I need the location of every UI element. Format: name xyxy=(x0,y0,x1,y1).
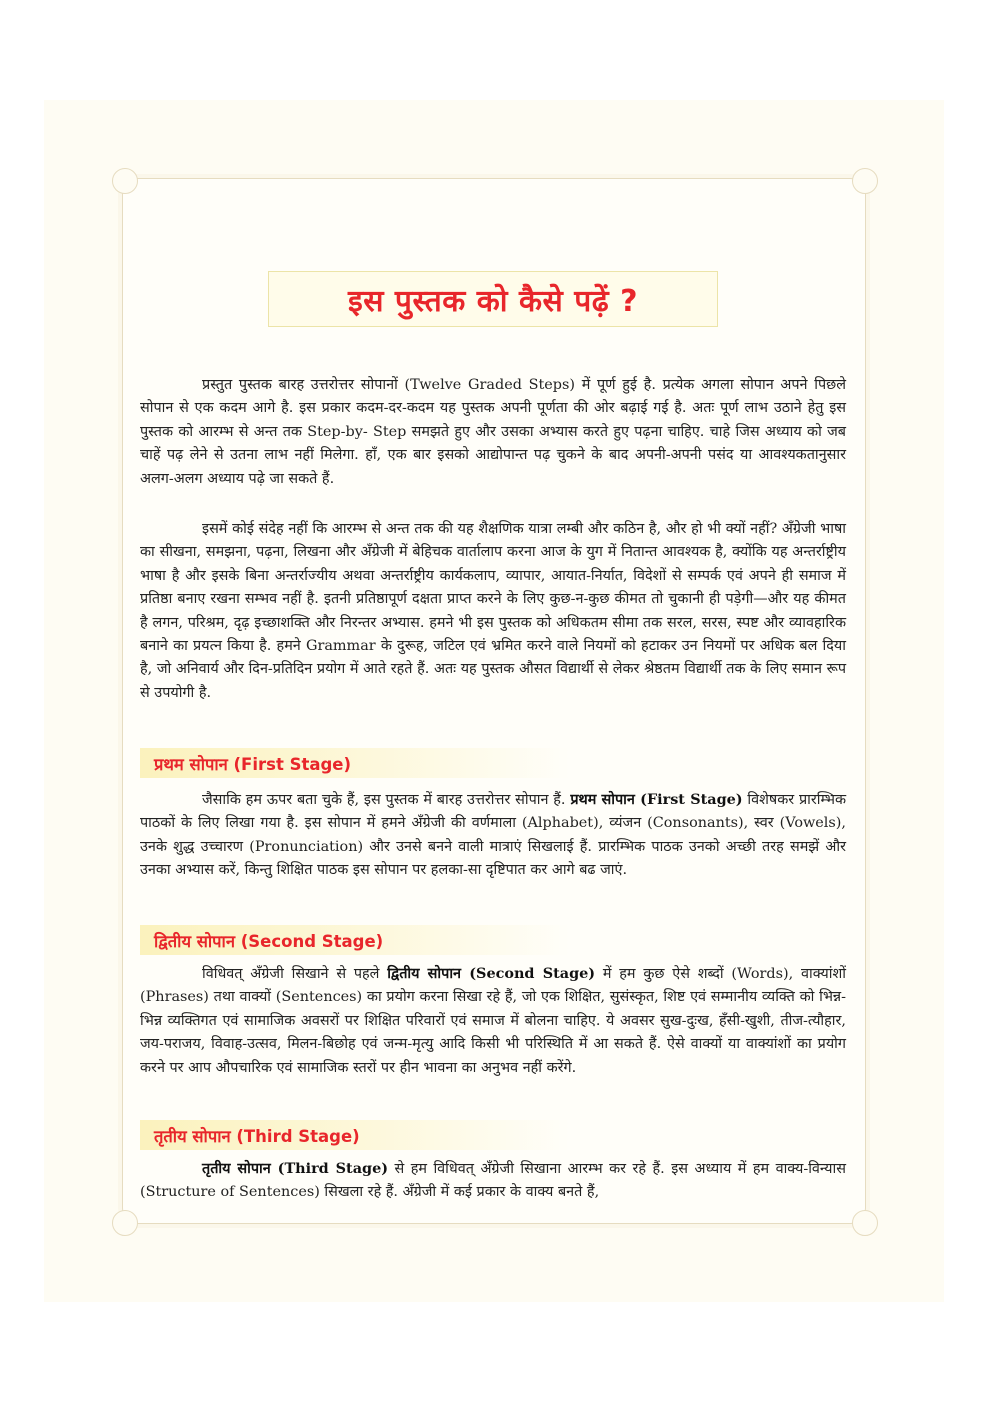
section-paragraph-first-stage xyxy=(140,788,846,883)
paragraph-text: विधिवत् अँग्रेजी सिखाने से पहले xyxy=(202,966,388,982)
intro-paragraph-2: इसमें कोई संदेह नहीं कि आरम्भ से अन्त तक की यह शैक्षणिक यात्रा लम्बी और कठिन है, और हो भी क्यों नहीं? अँग्रेजी भाषा का सीखना, समझना, पढ़ना, लिखना और अँग्रेजी में बेहिचक वार्तालाप करना आज के युग में नितान्त आवश्यक है, क्योंकि यह अन्तर्राष्ट्रीय भाषा है और इसके बिना अन्तर्राज्यीय अथवा अन्तर्राष्ट्रीय कार्यकलाप, व्यापार, आयात-निर्यात, विदेशों से सम्पर्क एवं अपने ही समाज में प्रतिष्ठा बनाए रखना सम्भव नहीं है. इतनी प्रतिष्ठापूर्ण दक्षता प्राप्त करने के लिए कुछ-न-कुछ कीमत तो चुकानी ही पड़ेगी—और यह कीमत है लगन, परिश्रम, दृढ़ इच्छाशक्ति और निरन्तर अभ्यास. हमने भी इस पुस्तक को अधिकतम सीमा तक सरल, सरस, स्पष्ट और व्यावहारिक बनाने का प्रयत्न किया है. हमने Grammar के दुरूह, जटिल एवं भ्रमित करने वाले नियमों को हटाकर उन नियमों पर अधिक बल दिया है, जो अनिवार्य और दिन-प्रतिदिन प्रयोग में आते रहते हैं. अतः यह पुस्तक औसत विद्यार्थी से लेकर श्रेष्ठतम विद्यार्थी तक के लिए समान रूप से उपयोगी है. xyxy=(140,521,847,701)
page-title-box xyxy=(268,271,718,327)
frame-corner-ornament xyxy=(112,1210,138,1236)
intro-paragraph-1: प्रस्तुत पुस्तक बारह उत्तरोत्तर सोपानों (Twelve Graded Steps) में पूर्ण हुई है. प्रत्येक अगला सोपान अपने पिछले सोपान से एक कदम आगे है. इस प्रकार कदम-दर-कदम यह पुस्तक अपनी पूर्णता की ओर बढ़ाई गई है. अतः पूर्ण लाभ उठाने हेतु इस पुस्तक को आरम्भ से अन्त तक Step-by- Step समझते हुए और उसका अभ्यास करते हुए पढ़ना चाहिए. चाहे जिस अध्याय को जब चाहें पढ़ लेने से उतना लाभ नहीं मिलेगा. हाँ, एक बार इसको आद्योपान्त पढ़ चुकने के बाद अपनी-अपनी पसंद या आवश्यकतानुसार अलग-अलग अध्याय पढ़े जा सकते हैं. xyxy=(140,377,846,487)
section-heading-text: प्रथम सोपान (First Stage) xyxy=(154,754,352,774)
bold-term: तृतीय सोपान (Third Stage) xyxy=(202,1160,389,1177)
page-title: इस पुस्तक को कैसे पढ़ें ? xyxy=(347,283,639,319)
frame-corner-ornament xyxy=(112,168,138,194)
paragraph-text: विशेषकर प्रारम्भिक पाठकों के लिए लिखा गया है. इस सोपान में हमने अँग्रेजी की वर्णमाला (Alphabet), व्यंजन (Consonants), स्वर (Vowels), उनके शुद्ध उच्चारण (Pronunciation) और उनसे बनने वाली मात्राएं सिखलाई हैं. प्रारम्भिक पाठक उनको अच्छी तरह समझें और उनका अभ्यास करें, किन्तु शिक्षित पाठक इस सोपान पर हलका-सा दृष्टिपात कर आगे बढ जाएं. xyxy=(140,792,846,879)
paragraph-text: से हम विधिवत् अँग्रेजी सिखाना आरम्भ कर रहे हैं. इस अध्याय में हम वाक्य-विन्यास (Structure of Sentences) सिखला रहे हैं. अँग्रेजी में कई प्रकार के वाक्य बनते हैं, xyxy=(140,1161,846,1201)
section-heading-text: द्वितीय सोपान (Second Stage) xyxy=(154,931,384,951)
section-heading-first-stage xyxy=(140,748,570,778)
section-heading-text: तृतीय सोपान (Third Stage) xyxy=(154,1126,360,1146)
bold-term: द्वितीय सोपान (Second Stage) xyxy=(387,965,596,982)
paragraph-text: जैसाकि हम ऊपर बता चुके हैं, इस पुस्तक में बारह उत्तरोत्तर सोपान हैं. xyxy=(202,792,571,808)
section-paragraph-second-stage xyxy=(140,962,846,1080)
frame-corner-ornament xyxy=(852,168,878,194)
bold-term: प्रथम सोपान (First Stage) xyxy=(570,791,743,808)
frame-corner-ornament xyxy=(852,1210,878,1236)
paragraph-text: में हम कुछ ऐसे शब्दों (Words), वाक्यांशों (Phrases) तथा वाक्यों (Sentences) का प्रयोग करना सिखा रहे हैं, जो एक शिक्षित, सुसंस्कृत, शिष्ट एवं सम्मानीय व्यक्ति को भिन्न-भिन्न व्यक्तिगत एवं सामाजिक अवसरों पर शिक्षित परिवारों एवं समाज में बोलना चाहिए. ये अवसर सुख-दुःख, हँसी-खुशी, तीज-त्यौहार, जय-पराजय, विवाह-उत्सव, मिलन-बिछोह एवं जन्म-मृत्यु आदि किसी भी परिस्थिति में आ सकते हैं. ऐसे वाक्यों या वाक्यांशों का प्रयोग करने पर आप औपचारिक एवं सामाजिक स्तरों पर हीन भावना का अनुभव नहीं करेंगे. xyxy=(140,966,846,1076)
section-heading-second-stage xyxy=(140,925,570,955)
section-paragraph-third-stage xyxy=(140,1157,846,1205)
section-heading-third-stage xyxy=(140,1120,570,1150)
